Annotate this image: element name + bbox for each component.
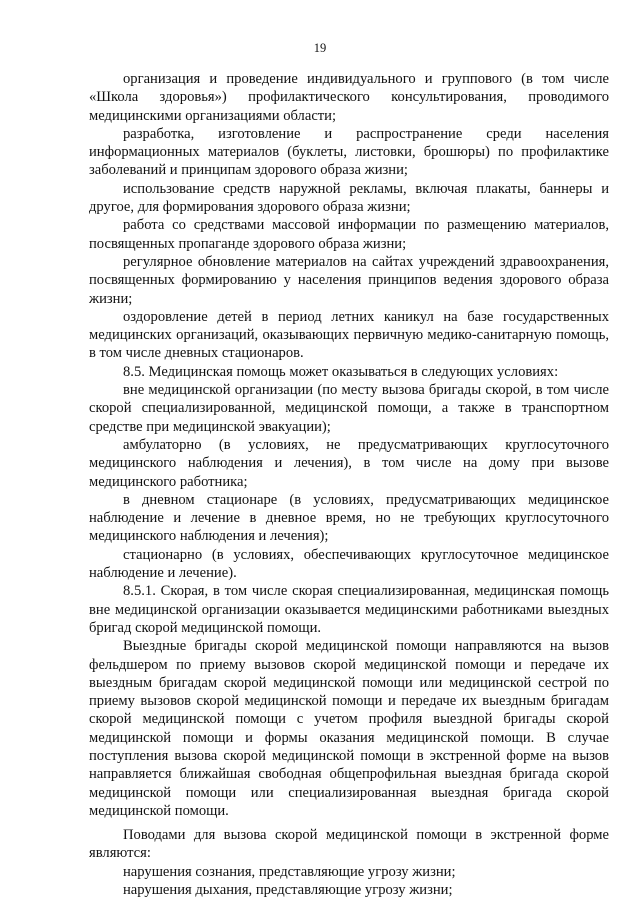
paragraph-3: использование средств наружной рекламы, включая плакаты, баннеры и другое, для формирования здорового образа жизни;	[89, 180, 609, 216]
paragraph-8: вне медицинской организации (по месту вызова бригады скорой, в том числе скорой специализированной, медицинской помощи, а также в транспортном средстве при медицинской эвакуации);	[89, 382, 609, 435]
paragraph-15: нарушения сознания, представляющие угрозу жизни;	[123, 863, 456, 880]
paragraph-2: разработка, изготовление и распространение среди населения информационных материалов (буклеты, листовки, брошюры) по профилактике заболеваний и принципам здорового образа жизни;	[89, 125, 609, 179]
paragraph-6: оздоровление детей в период летних каникул на базе государственных медицинских организаций, оказывающих первичную медико-санитарную помощь, в том числе дневных стационаров.	[89, 308, 609, 362]
paragraph-5: регулярное обновление материалов на сайтах учреждений здравоохранения, посвященных формированию у населения принципов ведения здорового образа жизни;	[89, 253, 609, 307]
paragraph-13: Выездные бригады скорой медицинской помощи направляются на вызов фельдшером по приему вызовов скорой медицинской помощи и передаче их выездным бригадам скорой медицинской помощи или медицинской сестрой по приему вызовов скорой медицинской помощи и передаче их выездным бригадам скорой медицинской помощи с учетом профиля выездной бригады скорой медицинской помощи и формы оказания медицинской помощи. В случае поступления вызова скорой медицинской помощи в экстренной форме на вызов направляется ближайшая свободная общепрофильная выездная бригада скорой медицинской помощи или специализированная выездная бригада скорой медицинской помощи.	[89, 638, 609, 819]
paragraph-4: работа со средствами массовой информации по размещению материалов, посвященных пропаганде здорового образа жизни;	[89, 217, 609, 252]
paragraph-1: организация и проведение индивидуального и группового (в том числе «Школа здоровья») профилактического консультирования, проводимого медицинскими организациями области;	[89, 71, 609, 124]
paragraph-14: Поводами для вызова скорой медицинской помощи в экстренной форме являются:	[89, 827, 609, 862]
paragraph-12: 8.5.1. Скорая, в том числе скорая специализированная, медицинская помощь вне медицинской организации оказывается медицинскими работниками выездных бригад скорой медицинской помощи.	[89, 583, 609, 636]
page-number: 19	[313, 41, 327, 55]
paragraph-7: 8.5. Медицинская помощь может оказываться в следующих условиях:	[123, 363, 559, 380]
paragraph-10: в дневном стационаре (в условиях, предусматривающих медицинское наблюдение и лечение в дневное время, но не требующих круглосуточного медицинского наблюдения и лечения);	[89, 491, 609, 545]
paragraph-9: амбулаторно (в условиях, не предусматривающих круглосуточного медицинского наблюдения и лечения), в том числе на дому при вызове медицинского работника;	[89, 436, 609, 490]
paragraph-16: нарушения дыхания, представляющие угрозу жизни;	[123, 882, 453, 899]
document-body	[89, 70, 609, 899]
paragraph-11: стационарно (в условиях, обеспечивающих круглосуточное медицинское наблюдение и лечение).	[89, 546, 609, 582]
